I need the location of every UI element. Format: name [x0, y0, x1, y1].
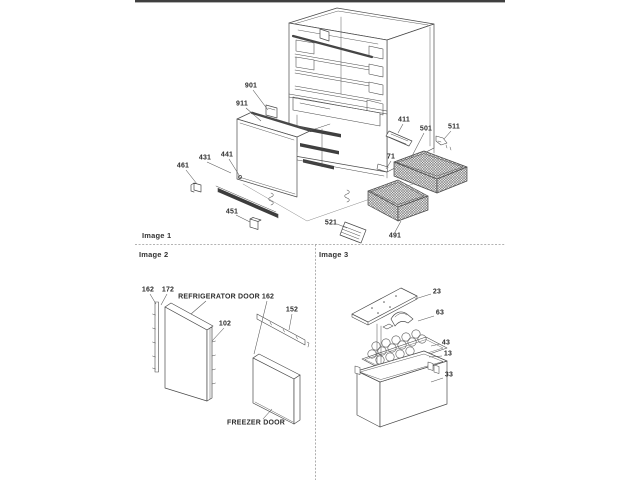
callout-451: 451 — [225, 208, 239, 216]
callout-431: 431 — [198, 154, 212, 162]
callout-411: 411 — [398, 116, 410, 124]
callout-162-left: 162 — [141, 286, 155, 294]
image1-section-label: Image 1 — [142, 231, 172, 240]
callout-441: 441 — [220, 151, 234, 159]
callout-172: 172 — [161, 286, 175, 294]
callout-43: 43 — [441, 339, 451, 347]
callout-23: 23 — [432, 288, 442, 296]
callout-461: 461 — [176, 162, 190, 170]
callout-33: 33 — [444, 371, 454, 379]
callout-901: 901 — [244, 82, 258, 90]
callout-71: 71 — [386, 153, 396, 161]
callout-911: 911 — [236, 100, 248, 108]
refrigerator-door-annotation: REFRIGERATOR DOOR — [178, 293, 260, 301]
callout-511: 511 — [448, 123, 460, 131]
image3-section-label: Image 3 — [319, 250, 349, 259]
callout-63: 63 — [435, 309, 445, 317]
callout-491: 491 — [388, 232, 402, 240]
callout-102: 102 — [218, 320, 232, 328]
callout-162-right: 162 — [261, 293, 275, 301]
callout-521: 521 — [324, 219, 338, 227]
callout-13: 13 — [443, 350, 453, 358]
ice-bucket-drawing — [352, 288, 447, 427]
freezer-door-annotation: FREEZER DOOR — [226, 419, 286, 427]
image2-section-label: Image 2 — [139, 250, 169, 259]
callout-152: 152 — [285, 306, 299, 314]
callout-501: 501 — [419, 125, 433, 133]
